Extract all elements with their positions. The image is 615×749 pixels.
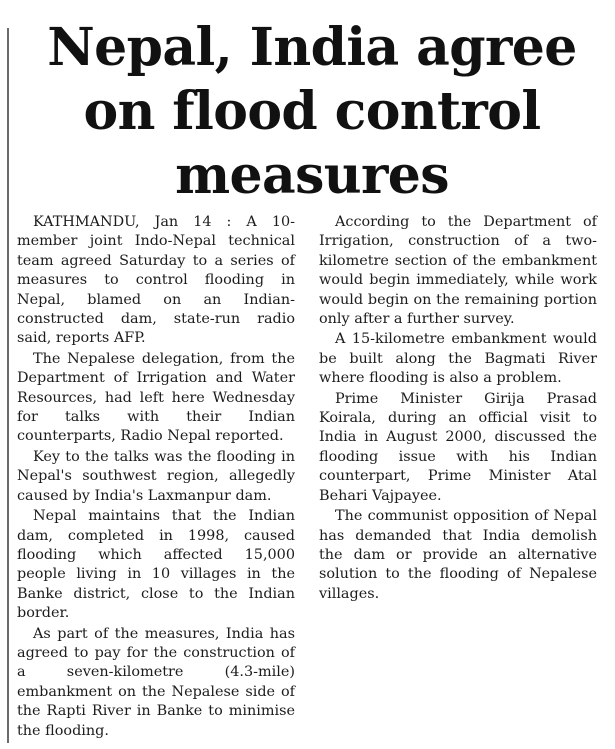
headline: [14, 16, 610, 208]
headline-line-1: Nepal, India agree: [47, 17, 577, 78]
paragraph-dateline: KATHMANDU, Jan 14 : A 10-member joint Indo-Nepal technical team agreed Saturday to a series of measures to control flooding in Nepal, blamed on an Indian-constructed dam, state-run radio said, reports AFP.: [17, 214, 295, 347]
article-body: [17, 213, 597, 743]
paragraph: A 15-kilometre embankment would be built along the Bagmati River where flooding is also a problem.: [319, 331, 597, 387]
headline-line-3: measures: [175, 145, 449, 206]
paragraph: Key to the talks was the flooding in Nepal's southwest region, allegedly caused by India's Laxmanpur dam.: [17, 448, 295, 504]
paragraph: According to the Department of Irrigation, construction of a two-kilometre section of the embankment would begin immediately, while work would begin on the remaining portion only after a further survey.: [319, 214, 597, 328]
paragraph: Prime Minister Girija Prasad Koirala, during an official visit to India in August 2000, discussed the flooding issue with his Indian counterpart, Prime Minister Atal Behari Vajpayee.: [319, 390, 597, 504]
paragraph: The communist opposition of Nepal has demanded that India demolish the dam or provide an alternative solution to the flooding of Nepalese villages.: [319, 508, 597, 602]
paragraph: The Nepalese delegation, from the Department of Irrigation and Water Resources, had left here Wednesday for talks with their Indian counterparts, Radio Nepal reported.: [17, 350, 295, 445]
column-rule: [7, 28, 9, 743]
paragraph: Nepal maintains that the Indian dam, completed in 1998, caused flooding which affected 15,000 people living in 10 villages in the Banke district, close to the Indian border.: [17, 508, 295, 622]
headline-line-2: on flood control: [83, 81, 541, 142]
paragraph: As part of the measures, India has agreed to pay for the construction of a seven-kilometre (4.3-mile) embankment on the Nepalese side of the Rapti River in Banke to minimise the flooding.: [17, 625, 295, 739]
